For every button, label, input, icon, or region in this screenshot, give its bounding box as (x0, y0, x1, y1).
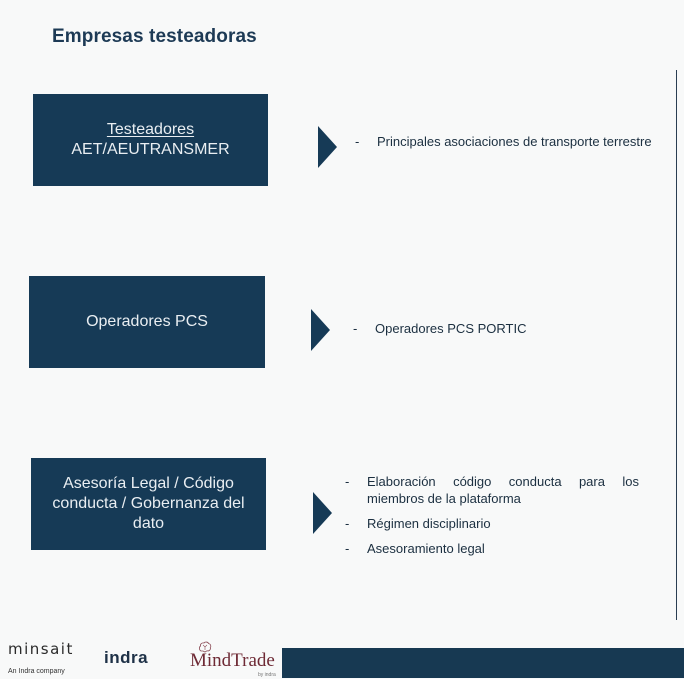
bullets-operadores-pcs (353, 320, 662, 337)
minsait-tagline: An Indra company (8, 668, 65, 675)
bullet-item: - Operadores PCS PORTIC (353, 320, 662, 337)
box-operadores-pcs-line-1: Operadores PCS (86, 313, 208, 330)
box-testeadores (33, 94, 268, 186)
right-divider (676, 70, 677, 620)
minsait-logo: minsait (8, 640, 74, 658)
bullets-asesoria-legal (345, 473, 639, 557)
bullet-item: - Régimen disciplinario (345, 515, 639, 532)
mindtrade-logo: MindTrade (190, 650, 275, 671)
box-testeadores-line-1: Testeadores (106, 121, 195, 138)
arrow-right-icon (318, 126, 337, 168)
box-asesoria-legal-line-3: dato (132, 515, 165, 532)
bullets-testeadores (355, 133, 662, 150)
footer-bar (282, 648, 684, 678)
indra-logo: indra (104, 648, 149, 667)
arrow-right-icon (311, 309, 330, 351)
slide-title: Empresas testeadoras (52, 26, 257, 47)
box-testeadores-line-2: AET/AEUTRANSMER (71, 141, 230, 158)
box-asesoria-legal (31, 458, 266, 550)
box-operadores-pcs (29, 276, 265, 368)
arrow-right-icon (313, 492, 332, 534)
bullet-item: - Principales asociaciones de transporte terrestre (355, 133, 662, 150)
box-asesoria-legal-line-1: Asesoría Legal / Código (63, 475, 234, 492)
box-asesoria-legal-line-2: conducta / Gobernanza del (52, 495, 245, 512)
bullet-item: - Asesoramiento legal (345, 540, 639, 557)
mindtrade-tagline: by indra (258, 672, 276, 678)
bullet-item: - Elaboración código conducta para los miembros de la plataforma (345, 473, 639, 507)
